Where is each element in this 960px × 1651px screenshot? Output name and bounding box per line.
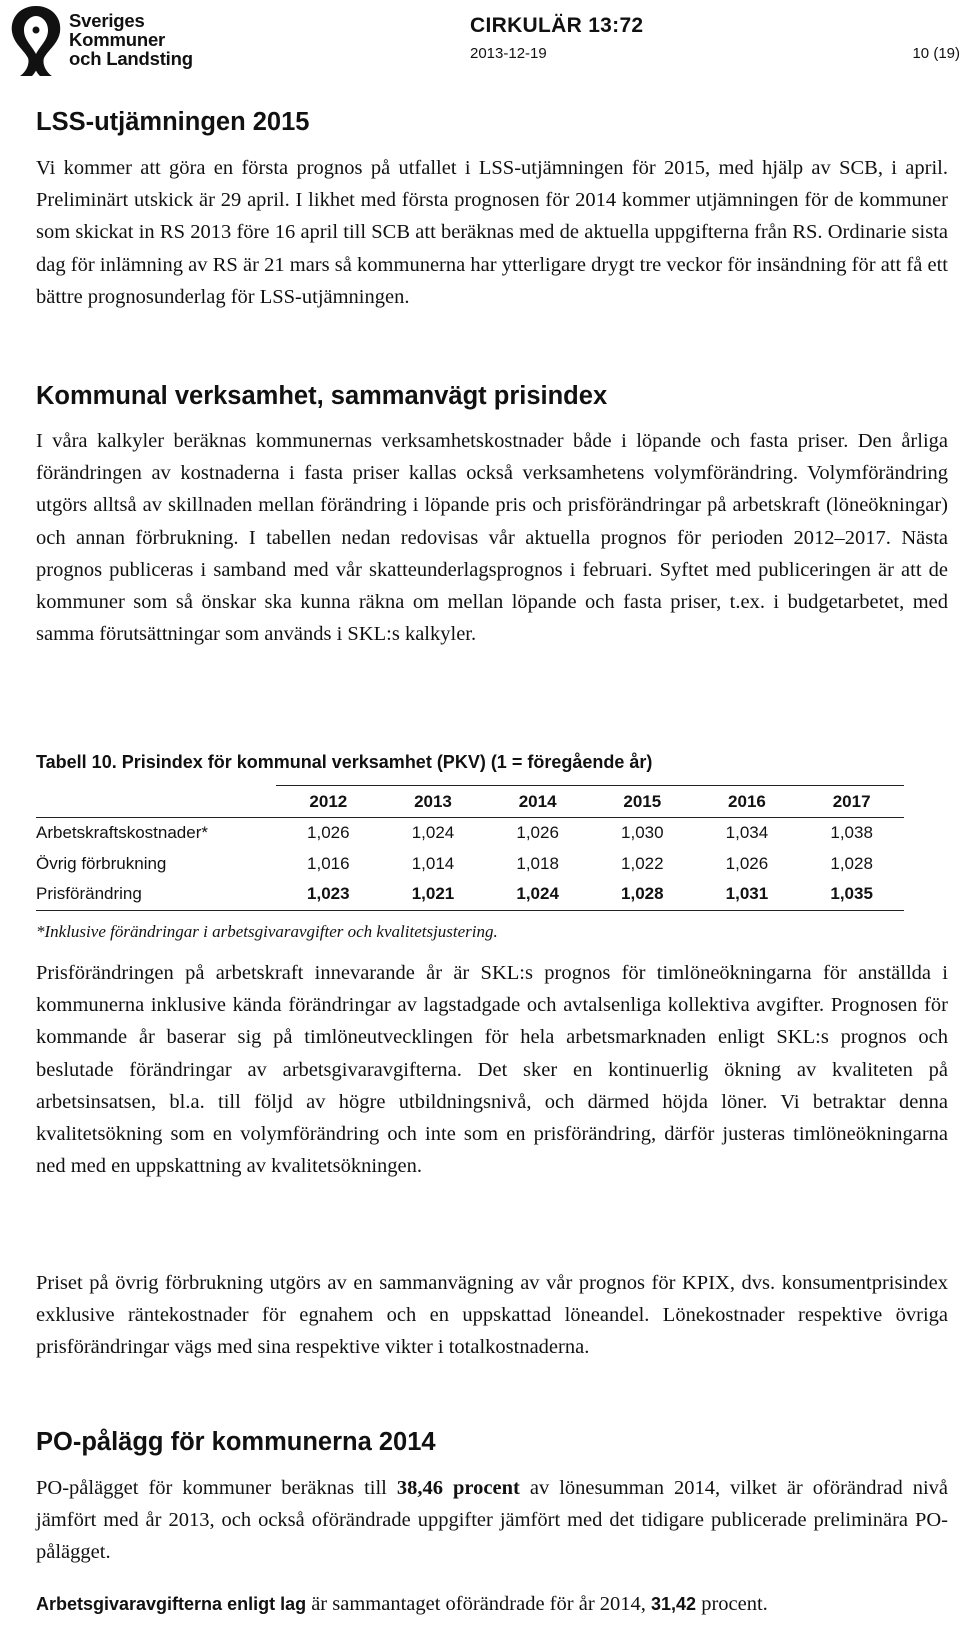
employer-fees-percent: 31,42 (651, 1594, 697, 1614)
logo-line-2: Kommuner (69, 29, 166, 50)
po-percent: 38,46 procent (396, 1477, 520, 1499)
skl-logo (6, 2, 206, 80)
table-cell: 1,035 (799, 879, 904, 910)
table-cell: 1,026 (725, 853, 769, 873)
page-number: 10 (19) (912, 45, 960, 62)
employer-fees-text: är sammantaget oförändrade för år 2014, (306, 1593, 652, 1615)
year-header: 2017 (799, 786, 904, 818)
table-row (36, 879, 904, 910)
logo-line-1: Sveriges (69, 10, 145, 31)
paragraph-employer-fees (36, 1588, 948, 1620)
skl-emblem-icon (6, 2, 66, 78)
table-caption: Tabell 10. Prisindex för kommunal verksamhet (PKV) (1 = föregående år) (36, 752, 653, 772)
table-cell: 1,031 (695, 879, 800, 910)
table-cell: 1,024 (485, 879, 590, 910)
heading-po: PO-pålägg för kommunerna 2014 (36, 1428, 436, 1456)
table-cell: 1,026 (516, 823, 559, 843)
table-cell: 1,024 (411, 823, 455, 843)
table-cell: 1,028 (590, 879, 695, 910)
paragraph-kommunal: I våra kalkyler beräknas kommunernas verksamhetskostnader både i löpande och fasta priser. Den årliga förändringen av kostnaderna i fasta priser kallas också verksamhetens volymförändring. Volymförändring utgörs alltså av skillnaden mellan förändring i löpande pris och prisförändringar på arbetskraft (löneökningar) och annan förbrukning. I tabellen nedan redovisas vår aktuella prognos för perioden 2012–2017. Nästa prognos publiceras i samband med vår skatteunderlagsprognos i februari. Syftet med publiceringen är att de kommuner som så önskar ska kunna räkna om mellan löpande och fasta priser, t.ex. i budgetarbetet, med samma förutsättningar som används i SKL:s kalkyler. (36, 430, 948, 646)
table-cell: 1,038 (830, 823, 873, 843)
table-cell: 1,028 (830, 853, 873, 873)
table-cell: 1,026 (307, 823, 350, 843)
employer-fees-end: procent. (696, 1593, 768, 1615)
logo-line-3: och Landsting (69, 48, 193, 69)
heading-kommunal: Kommunal verksamhet, sammanvägt prisindex (36, 382, 608, 410)
table-row (36, 818, 904, 849)
year-header: 2016 (695, 786, 800, 818)
employer-fees-label: Arbetsgivaravgifterna enligt lag (36, 1594, 307, 1614)
table-cell: 1,030 (621, 823, 664, 843)
year-header: 2015 (590, 786, 695, 818)
table-cell: 1,016 (307, 853, 350, 873)
paragraph-labor-cost: Prisförändringen på arbetskraft innevarande år är SKL:s prognos för timlöneökningarna för anställda i kommunerna inklusive kända förändringar av lagstadgade och avtalsenliga kollektiva avgifter. Prognosen för kommande år baserar sig på timlöneutvecklingen för hela arbetsmarknaden enligt SKL:s prognos och beslutade förändringar av arbetsgivaravgifterna. Det sker en kontinuerlig ökning av kvaliteten på arbetsinsatsen, bl.a. till följd av högre utbildningsnivå, och därmed höjda löner. Vi betraktar denna kvalitetsökning som en volymförändring och inte som en prisförändring, därför justeras timlöneökningarna ned med en uppskattning av kvalitetsökningen. (36, 962, 948, 1178)
heading-lss: LSS-utjämningen 2015 (36, 108, 310, 136)
table-cell: 1,034 (725, 823, 769, 843)
table-footnote: *Inklusive förändringar i arbetsgivaravgifter och kvalitetsjustering. (36, 922, 498, 941)
table-cell: 1,014 (411, 853, 455, 873)
row-label: Prisförändring (36, 879, 276, 910)
year-header: 2012 (276, 786, 381, 818)
table-row (36, 849, 904, 880)
table-cell: 1,023 (276, 879, 381, 910)
table-header-row (36, 786, 904, 818)
paragraph-lss: Vi kommer att göra en första prognos på utfallet i LSS-utjämningen för 2015, med hjälp av SCB, i april. Preliminärt utskick är 29 april. I likhet med första prognosen för 2014 kommer utjämningen för de kommuner som skickat in RS 2013 före 16 april till SCB att beräknas med de aktuella uppgifterna från RS. Ordinarie sista dag för inlämning av RS är 21 mars så kommunerna har ytterligare drygt tre veckor för insändning för att få ett bättre prognosunderlag för LSS-utjämningen. (36, 157, 948, 308)
circular-title: CIRKULÄR 13:72 (470, 14, 644, 37)
po-text-start: PO-pålägget för kommuner beräknas till (36, 1477, 397, 1499)
circular-date: 2013-12-19 (470, 45, 547, 62)
paragraph-po (36, 1472, 948, 1569)
price-index-table (36, 785, 904, 911)
table-cell: 1,022 (621, 853, 664, 873)
po-text-end: av lönesumman 2014, vilket är oförändrad nivå jämfört med år 2013, och också oförändrade uppgifter jämfört med det tidigare publicerade preliminära PO-pålägget. (36, 1477, 948, 1564)
year-header: 2013 (381, 786, 486, 818)
row-label: Arbetskraftskostnader* (36, 823, 208, 843)
year-header: 2014 (485, 786, 590, 818)
row-label: Övrig förbrukning (36, 853, 167, 873)
paragraph-other-consumption: Priset på övrig förbrukning utgörs av en sammanvägning av vår prognos för KPIX, dvs. konsumentprisindex exklusive räntekostnader för egnahem och en uppskattad löneandel. Lönekostnader respektive övriga prisförändringar vägs med sina respektive vikter i totalkostnaderna. (36, 1272, 948, 1359)
table-cell: 1,018 (516, 853, 559, 873)
table-cell: 1,021 (381, 879, 486, 910)
